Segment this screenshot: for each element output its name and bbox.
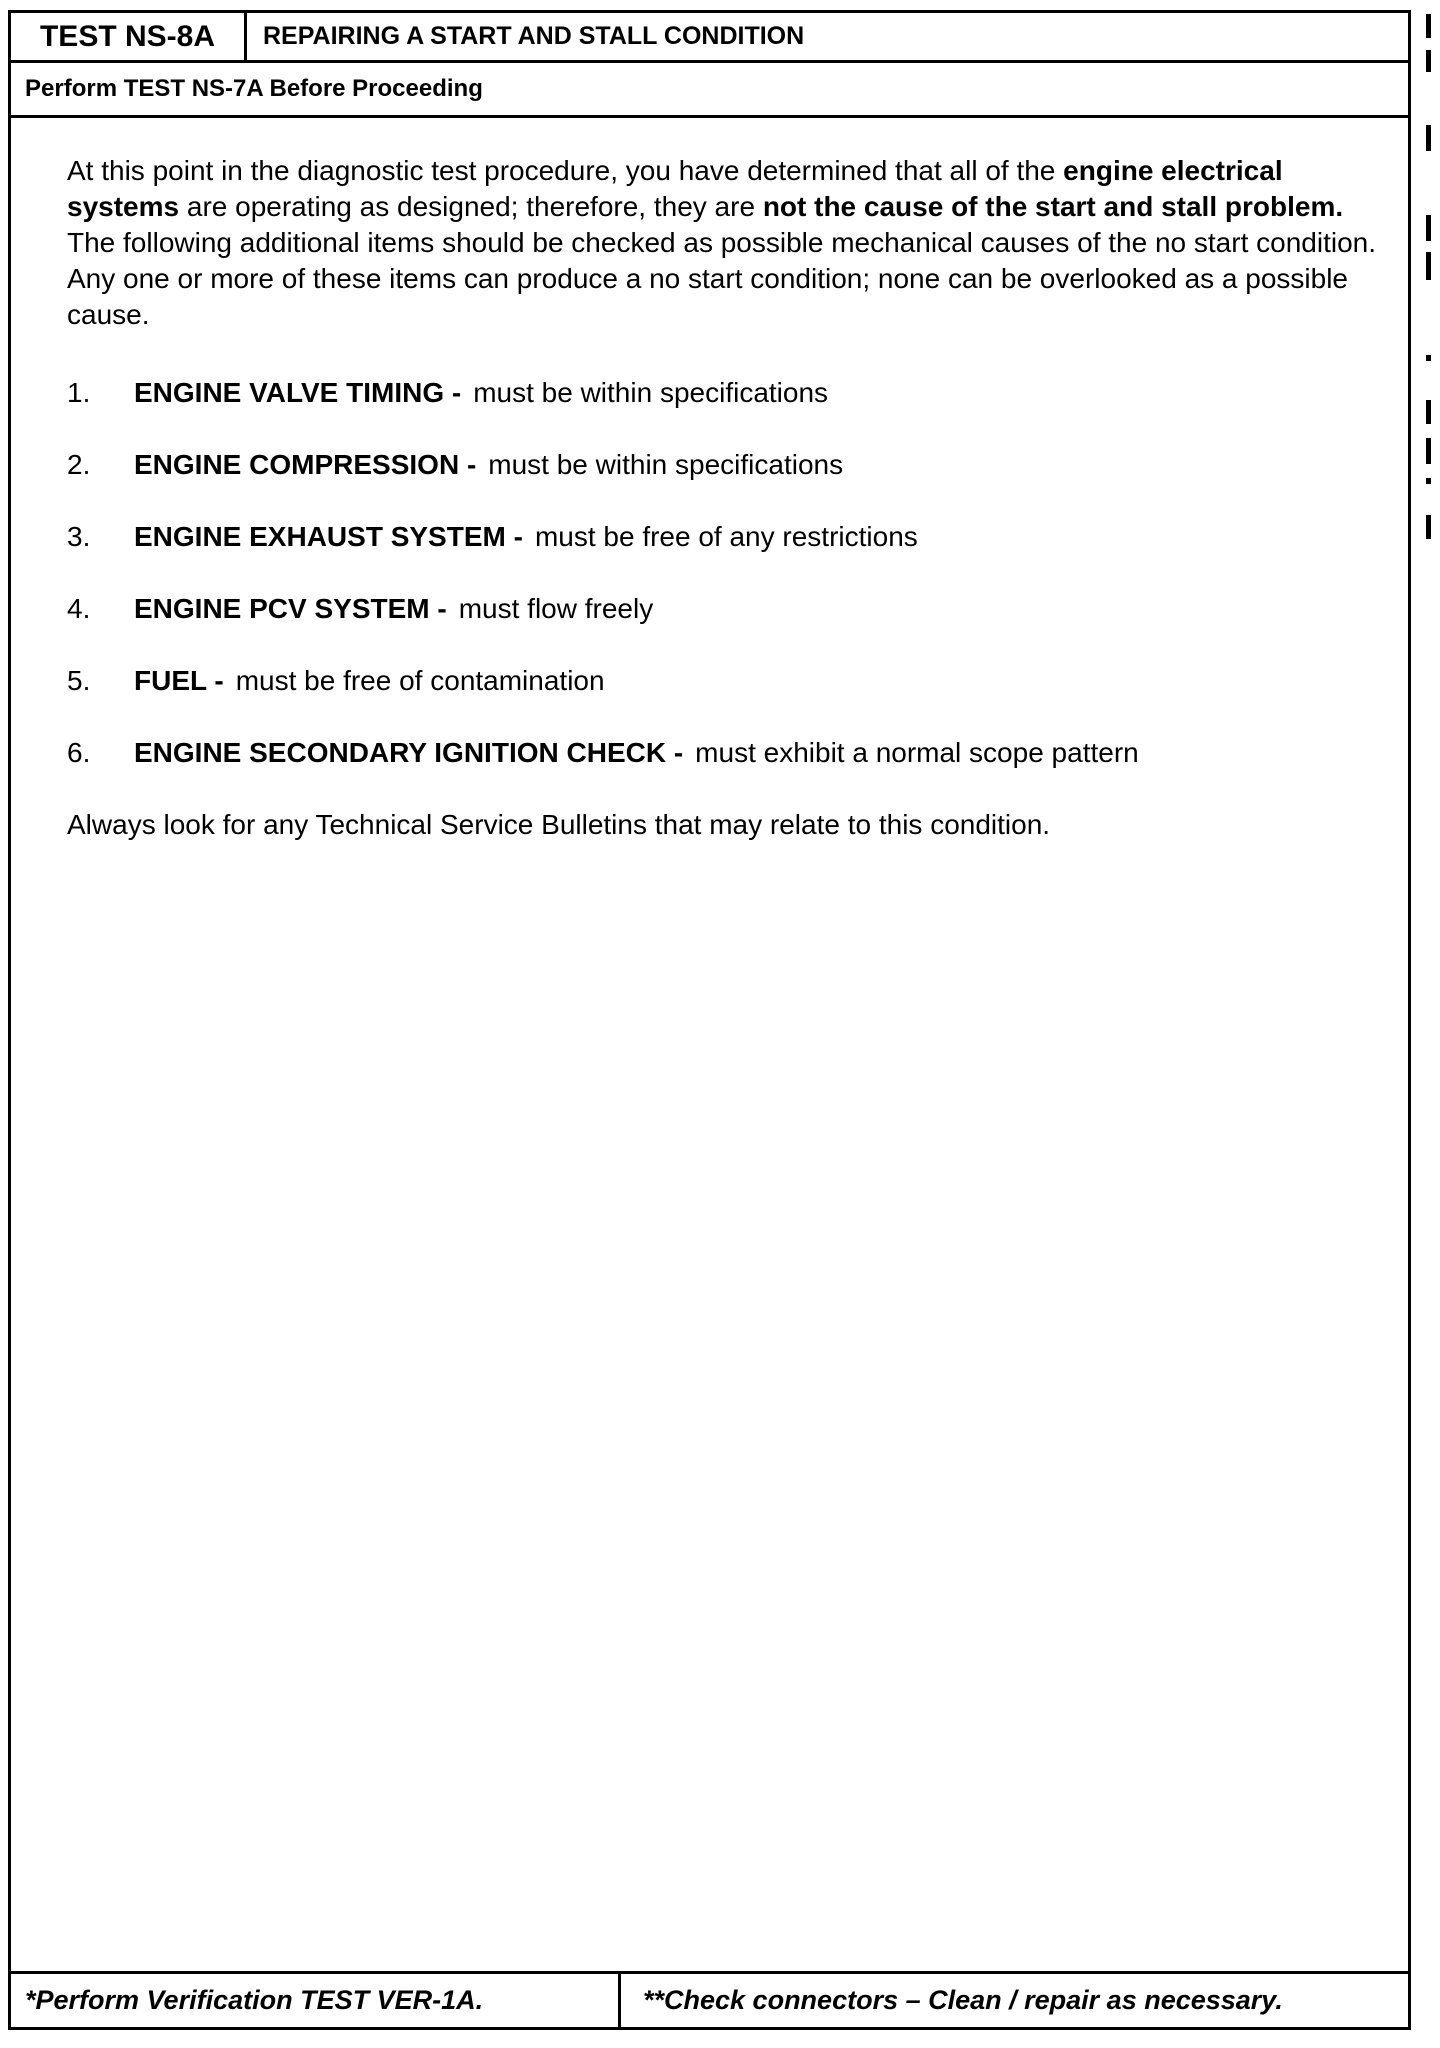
test-id: TEST NS-8A (11, 13, 247, 60)
edge-mark (1426, 400, 1431, 424)
prerequisite-note: Perform TEST NS-7A Before Proceeding (11, 63, 1408, 118)
list-item (67, 429, 1379, 501)
item-requirement: must be within specifications (473, 377, 829, 408)
list-item (67, 645, 1379, 717)
edge-mark (1426, 252, 1431, 280)
intro-bold-2: not the cause of the start and stall problem. (762, 191, 1344, 222)
item-number: 2. (67, 449, 91, 480)
item-requirement: must be within specifications (488, 449, 844, 480)
item-number: 3. (67, 521, 91, 552)
intro-text-1: At this point in the diagnostic test procedure, you have determined that all of the (67, 155, 1064, 186)
item-name: ENGINE VALVE TIMING - (134, 377, 462, 408)
list-item (67, 357, 1379, 429)
footer-row (11, 1971, 1408, 2027)
mechanical-check-list (67, 357, 1379, 789)
edge-mark (1426, 355, 1431, 361)
edge-mark (1426, 438, 1431, 464)
item-name: ENGINE SECONDARY IGNITION CHECK - (134, 737, 684, 768)
item-requirement: must exhibit a normal scope pattern (695, 737, 1139, 768)
item-number: 1. (67, 377, 91, 408)
header-row (11, 13, 1408, 63)
item-number: 4. (67, 593, 91, 624)
item-requirement: must be free of any restrictions (534, 521, 918, 552)
item-name: FUEL - (134, 665, 224, 696)
list-item (67, 573, 1379, 645)
tsb-note: Always look for any Technical Service Bulletins that may relate to this condition. (67, 809, 1051, 840)
edge-mark (1426, 515, 1431, 539)
intro-bold-1: engine electrical systems (67, 155, 1283, 222)
item-number: 5. (67, 665, 91, 696)
item-number: 6. (67, 737, 91, 768)
list-item (67, 501, 1379, 573)
item-requirement: must be free of contamination (235, 665, 605, 696)
procedure-body (67, 153, 1379, 861)
item-name: ENGINE COMPRESSION - (134, 449, 477, 480)
edge-mark (1426, 478, 1431, 484)
edge-mark (1426, 14, 1431, 38)
connector-note: **Check connectors – Clean / repair as necessary. (643, 1985, 1283, 2015)
adjacent-page-edge (1422, 0, 1440, 2048)
intro-paragraph (67, 153, 1379, 333)
edge-mark (1426, 50, 1431, 72)
edge-mark (1426, 215, 1431, 241)
intro-text-3: The following additional items should be checked as possible mechanical causes of the no start condition. Any one or more of these items can produce a no start condition; none can be overlooked as a possible cause. (67, 227, 1376, 330)
item-name: ENGINE PCV SYSTEM - (134, 593, 447, 624)
item-name: ENGINE EXHAUST SYSTEM - (134, 521, 523, 552)
edge-mark (1426, 125, 1431, 151)
item-requirement: must flow freely (458, 593, 654, 624)
procedure-page (8, 10, 1411, 2030)
test-title: REPAIRING A START AND STALL CONDITION (263, 22, 805, 50)
list-item (67, 717, 1379, 789)
verification-note: *Perform Verification TEST VER-1A. (11, 1974, 621, 2027)
intro-text-2: are operating as designed; therefore, they are (179, 191, 763, 222)
